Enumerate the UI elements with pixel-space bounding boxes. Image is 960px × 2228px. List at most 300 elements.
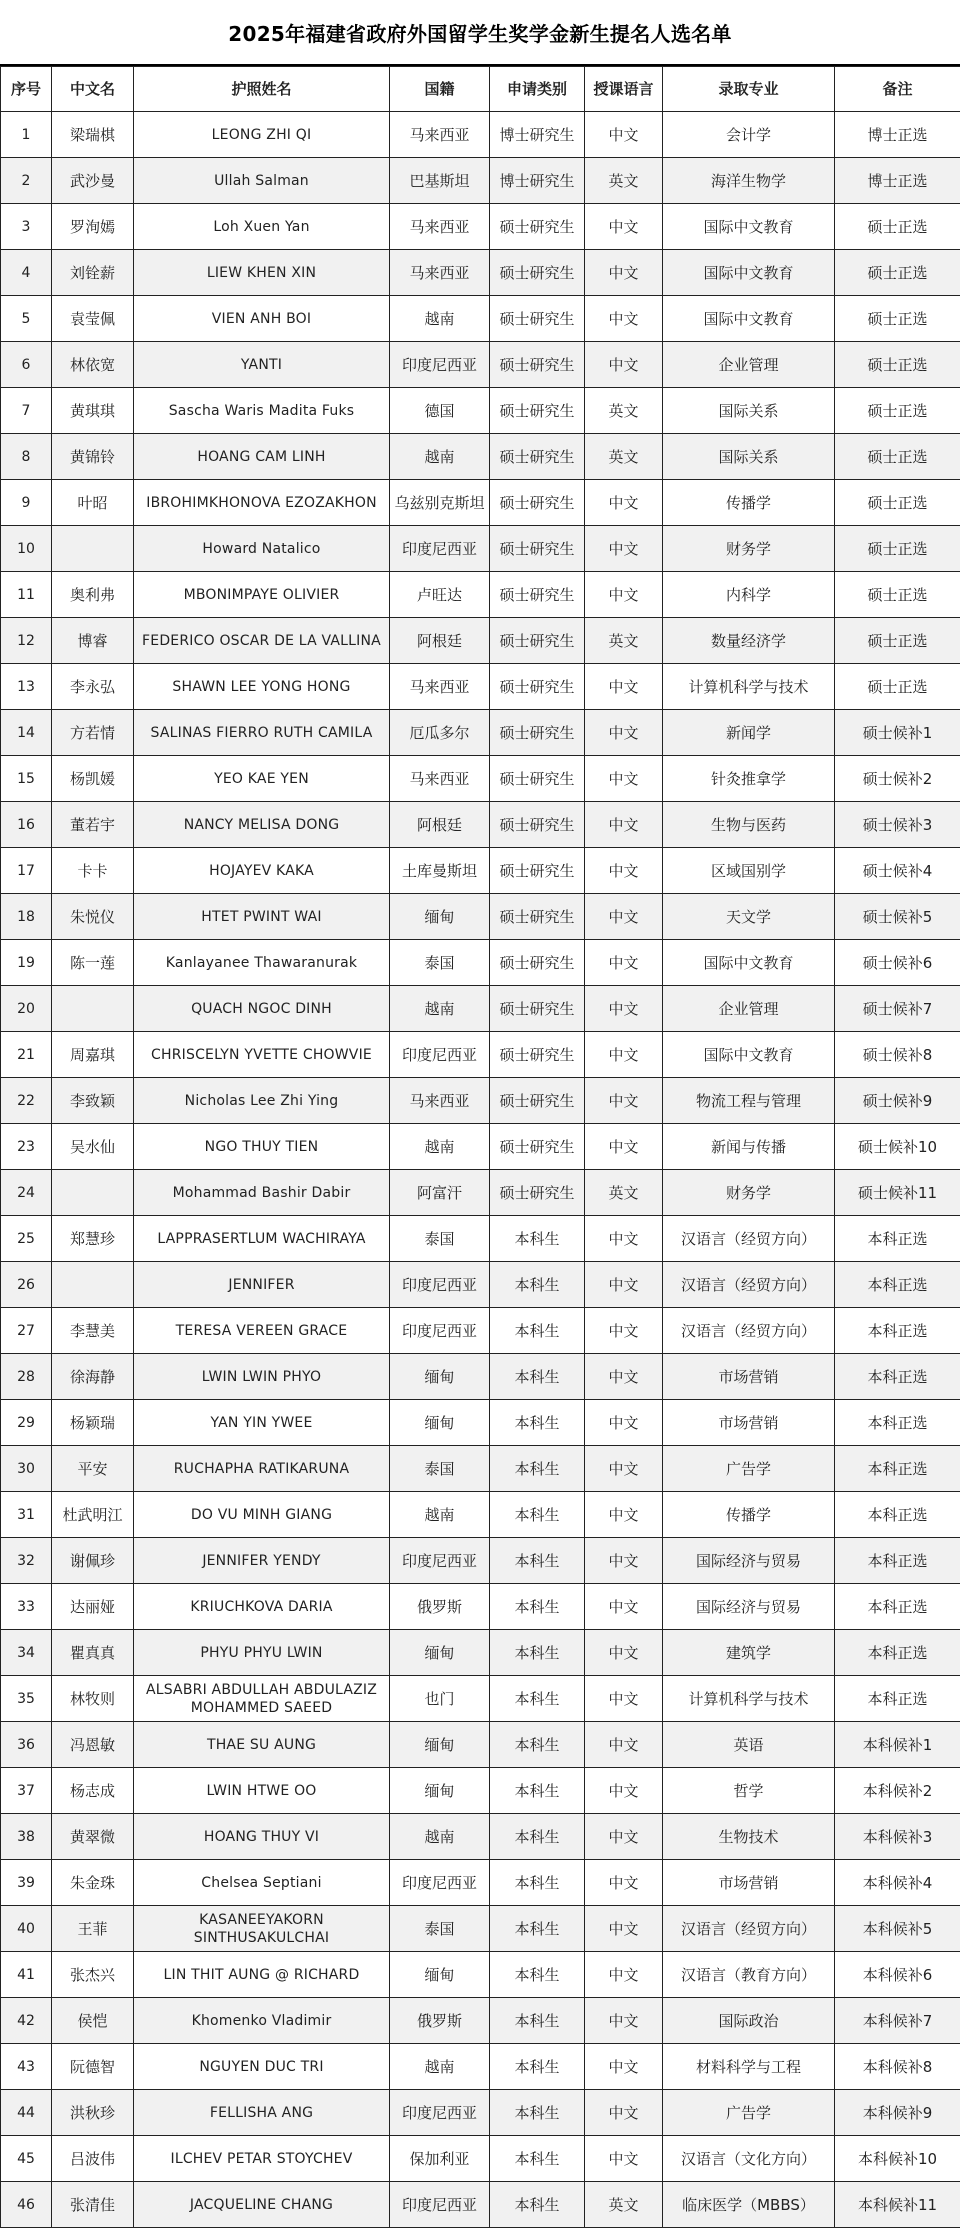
cell-category: 硕士研究生 [490,342,585,388]
cell-passport-name: JENNIFER [134,1262,390,1308]
cell-remark: 本科正选 [835,1492,960,1538]
cell-major: 数量经济学 [663,618,835,664]
cell-chinese-name: 黄翠微 [52,1814,134,1860]
cell-nationality: 马来西亚 [390,204,490,250]
cell-remark: 硕士正选 [835,388,960,434]
cell-nationality: 阿富汗 [390,1170,490,1216]
cell-nationality: 德国 [390,388,490,434]
cell-remark: 硕士正选 [835,434,960,480]
cell-major: 市场营销 [663,1400,835,1446]
cell-nationality: 卢旺达 [390,572,490,618]
cell-category: 本科生 [490,1308,585,1354]
table-row [1,112,960,158]
cell-passport-name: Chelsea Septiani [134,1860,390,1906]
cell-remark: 本科正选 [835,1584,960,1630]
cell-seq: 42 [1,1998,52,2044]
cell-seq: 27 [1,1308,52,1354]
cell-category: 本科生 [490,1814,585,1860]
cell-language: 中文 [585,204,663,250]
cell-chinese-name: 瞿真真 [52,1630,134,1676]
cell-chinese-name: 黄锦铃 [52,434,134,480]
cell-chinese-name: 王菲 [52,1906,134,1952]
cell-category: 本科生 [490,1768,585,1814]
cell-seq: 33 [1,1584,52,1630]
cell-seq: 5 [1,296,52,342]
cell-language: 中文 [585,1952,663,1998]
cell-category: 本科生 [490,1952,585,1998]
cell-nationality: 印度尼西亚 [390,1262,490,1308]
cell-passport-name: LEONG ZHI QI [134,112,390,158]
cell-nationality: 阿根廷 [390,802,490,848]
cell-remark: 硕士正选 [835,664,960,710]
cell-chinese-name: 李永弘 [52,664,134,710]
cell-nationality: 厄瓜多尔 [390,710,490,756]
cell-remark: 硕士正选 [835,250,960,296]
cell-major: 汉语言（文化方向） [663,2136,835,2182]
cell-remark: 硕士正选 [835,572,960,618]
cell-category: 本科生 [490,1400,585,1446]
cell-seq: 44 [1,2090,52,2136]
cell-category: 本科生 [490,1354,585,1400]
cell-nationality: 印度尼西亚 [390,2182,490,2228]
cell-passport-name: MBONIMPAYE OLIVIER [134,572,390,618]
cell-seq: 25 [1,1216,52,1262]
cell-remark: 硕士候补11 [835,1170,960,1216]
cell-passport-name: LWIN HTWE OO [134,1768,390,1814]
cell-seq: 32 [1,1538,52,1584]
cell-language: 中文 [585,1446,663,1492]
cell-major: 市场营销 [663,1354,835,1400]
cell-chinese-name: 平安 [52,1446,134,1492]
cell-seq: 3 [1,204,52,250]
cell-category: 本科生 [490,1262,585,1308]
cell-passport-name: YEO KAE YEN [134,756,390,802]
cell-seq: 10 [1,526,52,572]
cell-category: 本科生 [490,1584,585,1630]
cell-language: 中文 [585,802,663,848]
cell-major: 汉语言（经贸方向） [663,1906,835,1952]
cell-language: 中文 [585,1354,663,1400]
cell-chinese-name: 林牧则 [52,1676,134,1722]
cell-chinese-name: 林依宽 [52,342,134,388]
cell-language: 英文 [585,618,663,664]
cell-remark: 博士正选 [835,158,960,204]
cell-passport-name: QUACH NGOC DINH [134,986,390,1032]
cell-seq: 15 [1,756,52,802]
cell-passport-name: IBROHIMKHONOVA EZOZAKHON [134,480,390,526]
cell-nationality: 马来西亚 [390,112,490,158]
cell-major: 国际中文教育 [663,940,835,986]
cell-remark: 硕士候补6 [835,940,960,986]
cell-seq: 46 [1,2182,52,2228]
cell-chinese-name [52,986,134,1032]
cell-chinese-name: 洪秋珍 [52,2090,134,2136]
column-header-nationality: 国籍 [390,67,490,112]
cell-seq: 29 [1,1400,52,1446]
cell-category: 本科生 [490,1446,585,1492]
cell-passport-name: RUCHAPHA RATIKARUNA [134,1446,390,1492]
cell-major: 英语 [663,1722,835,1768]
cell-seq: 20 [1,986,52,1032]
column-header-seq: 序号 [1,67,52,112]
cell-major: 财务学 [663,1170,835,1216]
cell-major: 财务学 [663,526,835,572]
cell-nationality: 缅甸 [390,1400,490,1446]
cell-passport-name: JENNIFER YENDY [134,1538,390,1584]
cell-major: 国际经济与贸易 [663,1538,835,1584]
table-row [1,1170,960,1216]
cell-language: 中文 [585,112,663,158]
cell-language: 中文 [585,1998,663,2044]
cell-nationality: 马来西亚 [390,756,490,802]
cell-language: 中文 [585,756,663,802]
cell-category: 本科生 [490,2044,585,2090]
cell-nationality: 土库曼斯坦 [390,848,490,894]
cell-seq: 18 [1,894,52,940]
cell-passport-name: Mohammad Bashir Dabir [134,1170,390,1216]
cell-chinese-name: 朱金珠 [52,1860,134,1906]
cell-passport-name: THAE SU AUNG [134,1722,390,1768]
cell-major: 针灸推拿学 [663,756,835,802]
cell-seq: 43 [1,2044,52,2090]
cell-category: 硕士研究生 [490,296,585,342]
table-row [1,1998,960,2044]
table-row [1,1308,960,1354]
cell-remark: 博士正选 [835,112,960,158]
cell-remark: 本科正选 [835,1262,960,1308]
table-row [1,664,960,710]
cell-chinese-name: 黄琪琪 [52,388,134,434]
table-row [1,618,960,664]
cell-category: 本科生 [490,1860,585,1906]
cell-remark: 硕士候补10 [835,1124,960,1170]
cell-nationality: 俄罗斯 [390,1998,490,2044]
cell-passport-name: Khomenko Vladimir [134,1998,390,2044]
cell-chinese-name: 谢佩珍 [52,1538,134,1584]
cell-language: 中文 [585,1492,663,1538]
cell-nationality: 印度尼西亚 [390,1860,490,1906]
table-row [1,894,960,940]
cell-language: 中文 [585,2136,663,2182]
cell-major: 国际中文教育 [663,296,835,342]
cell-passport-name: Sascha Waris Madita Fuks [134,388,390,434]
cell-major: 哲学 [663,1768,835,1814]
cell-category: 硕士研究生 [490,1170,585,1216]
table-row [1,296,960,342]
column-header-language: 授课语言 [585,67,663,112]
cell-seq: 6 [1,342,52,388]
table-row [1,1630,960,1676]
cell-remark: 硕士正选 [835,342,960,388]
document-title: 2025年福建省政府外国留学生奖学金新生提名人选名单 [228,18,731,47]
cell-language: 中文 [585,480,663,526]
cell-language: 中文 [585,1906,663,1952]
cell-seq: 38 [1,1814,52,1860]
table-row [1,1078,960,1124]
cell-category: 硕士研究生 [490,986,585,1032]
cell-language: 中文 [585,1860,663,1906]
cell-remark: 本科候补3 [835,1814,960,1860]
cell-language: 中文 [585,986,663,1032]
cell-major: 新闻学 [663,710,835,756]
cell-remark: 硕士候补2 [835,756,960,802]
table-row [1,1722,960,1768]
cell-language: 中文 [585,572,663,618]
cell-passport-name: NGUYEN DUC TRI [134,2044,390,2090]
cell-major: 材料科学与工程 [663,2044,835,2090]
table-row [1,1492,960,1538]
cell-passport-name: DO VU MINH GIANG [134,1492,390,1538]
cell-seq: 40 [1,1906,52,1952]
cell-language: 中文 [585,1400,663,1446]
cell-passport-name: Nicholas Lee Zhi Ying [134,1078,390,1124]
cell-chinese-name: 陈一莲 [52,940,134,986]
cell-chinese-name: 周嘉琪 [52,1032,134,1078]
cell-major: 国际经济与贸易 [663,1584,835,1630]
cell-remark: 本科候补11 [835,2182,960,2228]
nominee-table [0,66,960,2228]
cell-nationality: 乌兹别克斯坦 [390,480,490,526]
cell-category: 硕士研究生 [490,204,585,250]
table-row [1,1768,960,1814]
cell-language: 中文 [585,296,663,342]
cell-passport-name: Howard Natalico [134,526,390,572]
cell-chinese-name: 郑慧珍 [52,1216,134,1262]
cell-remark: 本科候补10 [835,2136,960,2182]
cell-major: 生物与医药 [663,802,835,848]
table-row [1,388,960,434]
cell-remark: 本科正选 [835,1446,960,1492]
cell-major: 企业管理 [663,342,835,388]
cell-remark: 硕士正选 [835,526,960,572]
cell-seq: 24 [1,1170,52,1216]
cell-major: 海洋生物学 [663,158,835,204]
table-row [1,1216,960,1262]
cell-chinese-name: 袁莹佩 [52,296,134,342]
cell-major: 国际中文教育 [663,250,835,296]
cell-category: 博士研究生 [490,158,585,204]
cell-chinese-name: 徐海静 [52,1354,134,1400]
cell-remark: 硕士候补4 [835,848,960,894]
cell-seq: 1 [1,112,52,158]
table-row [1,1676,960,1722]
cell-category: 硕士研究生 [490,434,585,480]
cell-major: 汉语言（经贸方向） [663,1216,835,1262]
cell-seq: 41 [1,1952,52,1998]
cell-chinese-name: 奥利弗 [52,572,134,618]
cell-language: 中文 [585,2044,663,2090]
cell-language: 中文 [585,1630,663,1676]
table-row [1,1952,960,1998]
cell-chinese-name: 罗洵嫣 [52,204,134,250]
cell-chinese-name: 杨颖瑞 [52,1400,134,1446]
cell-category: 本科生 [490,1676,585,1722]
cell-passport-name: FELLISHA ANG [134,2090,390,2136]
cell-language: 中文 [585,894,663,940]
cell-passport-name: Ullah Salman [134,158,390,204]
cell-chinese-name: 达丽娅 [52,1584,134,1630]
cell-category: 硕士研究生 [490,1032,585,1078]
cell-category: 硕士研究生 [490,710,585,756]
table-row [1,1814,960,1860]
cell-nationality: 泰国 [390,1216,490,1262]
table-row [1,2090,960,2136]
table-row [1,1584,960,1630]
cell-passport-name: NANCY MELISA DONG [134,802,390,848]
cell-chinese-name: 杨凯媛 [52,756,134,802]
cell-seq: 35 [1,1676,52,1722]
cell-remark: 本科正选 [835,1676,960,1722]
table-row [1,2136,960,2182]
cell-nationality: 马来西亚 [390,250,490,296]
cell-passport-name: KASANEEYAKORN SINTHUSAKULCHAI [134,1906,390,1952]
cell-major: 内科学 [663,572,835,618]
cell-category: 硕士研究生 [490,894,585,940]
table-row [1,802,960,848]
cell-seq: 45 [1,2136,52,2182]
cell-seq: 22 [1,1078,52,1124]
cell-seq: 26 [1,1262,52,1308]
cell-passport-name: LAPPRASERTLUM WACHIRAYA [134,1216,390,1262]
cell-remark: 本科候补9 [835,2090,960,2136]
cell-remark: 本科正选 [835,1354,960,1400]
cell-seq: 2 [1,158,52,204]
cell-chinese-name: 张清佳 [52,2182,134,2228]
cell-category: 硕士研究生 [490,664,585,710]
cell-passport-name: TERESA VEREEN GRACE [134,1308,390,1354]
cell-chinese-name [52,526,134,572]
cell-category: 硕士研究生 [490,388,585,434]
cell-language: 中文 [585,1032,663,1078]
table-row [1,940,960,986]
cell-remark: 本科正选 [835,1400,960,1446]
cell-language: 中文 [585,250,663,296]
cell-major: 国际关系 [663,434,835,480]
cell-chinese-name: 卡卡 [52,848,134,894]
table-row [1,480,960,526]
cell-category: 本科生 [490,2182,585,2228]
cell-passport-name: CHRISCELYN YVETTE CHOWVIE [134,1032,390,1078]
cell-major: 计算机科学与技术 [663,1676,835,1722]
table-row [1,572,960,618]
table-row [1,434,960,480]
cell-major: 汉语言（教育方向） [663,1952,835,1998]
cell-remark: 本科候补1 [835,1722,960,1768]
cell-remark: 本科候补8 [835,2044,960,2090]
cell-chinese-name: 李致颖 [52,1078,134,1124]
cell-language: 中文 [585,1814,663,1860]
table-row [1,204,960,250]
cell-major: 市场营销 [663,1860,835,1906]
cell-major: 传播学 [663,480,835,526]
cell-language: 中文 [585,1584,663,1630]
cell-chinese-name: 张杰兴 [52,1952,134,1998]
cell-language: 中文 [585,1768,663,1814]
cell-chinese-name: 冯恩敏 [52,1722,134,1768]
cell-passport-name: SALINAS FIERRO RUTH CAMILA [134,710,390,756]
table-row [1,1400,960,1446]
table-row [1,526,960,572]
cell-major: 广告学 [663,2090,835,2136]
cell-language: 中文 [585,848,663,894]
cell-seq: 9 [1,480,52,526]
cell-category: 硕士研究生 [490,802,585,848]
cell-category: 本科生 [490,1722,585,1768]
cell-seq: 23 [1,1124,52,1170]
table-header [1,67,960,112]
cell-nationality: 越南 [390,1492,490,1538]
cell-chinese-name [52,1262,134,1308]
cell-nationality: 缅甸 [390,1768,490,1814]
cell-remark: 硕士候补1 [835,710,960,756]
cell-passport-name: NGO THUY TIEN [134,1124,390,1170]
cell-major: 国际中文教育 [663,1032,835,1078]
cell-passport-name: KRIUCHKOVA DARIA [134,1584,390,1630]
cell-language: 英文 [585,388,663,434]
cell-seq: 17 [1,848,52,894]
cell-nationality: 阿根廷 [390,618,490,664]
table-row [1,710,960,756]
cell-category: 硕士研究生 [490,848,585,894]
table-row [1,1538,960,1584]
cell-major: 新闻与传播 [663,1124,835,1170]
cell-passport-name: LIEW KHEN XIN [134,250,390,296]
table-row [1,2182,960,2228]
cell-chinese-name: 杨志成 [52,1768,134,1814]
cell-nationality: 越南 [390,296,490,342]
cell-passport-name: HOANG THUY VI [134,1814,390,1860]
cell-remark: 硕士候补9 [835,1078,960,1124]
table-row [1,1860,960,1906]
cell-nationality: 泰国 [390,940,490,986]
cell-seq: 7 [1,388,52,434]
cell-nationality: 马来西亚 [390,664,490,710]
cell-language: 英文 [585,434,663,480]
cell-remark: 硕士候补3 [835,802,960,848]
cell-seq: 19 [1,940,52,986]
cell-passport-name: HOANG CAM LINH [134,434,390,480]
cell-language: 中文 [585,664,663,710]
cell-remark: 本科候补6 [835,1952,960,1998]
cell-category: 本科生 [490,1492,585,1538]
table-row [1,1446,960,1492]
cell-category: 硕士研究生 [490,572,585,618]
cell-seq: 8 [1,434,52,480]
cell-language: 中文 [585,1216,663,1262]
table-row [1,342,960,388]
cell-category: 硕士研究生 [490,756,585,802]
cell-seq: 21 [1,1032,52,1078]
cell-major: 汉语言（经贸方向） [663,1308,835,1354]
cell-major: 临床医学（MBBS） [663,2182,835,2228]
table-body [1,112,960,2228]
cell-seq: 36 [1,1722,52,1768]
cell-language: 中文 [585,940,663,986]
cell-chinese-name [52,1170,134,1216]
cell-major: 广告学 [663,1446,835,1492]
cell-seq: 37 [1,1768,52,1814]
cell-remark: 硕士候补5 [835,894,960,940]
cell-passport-name: VIEN ANH BOI [134,296,390,342]
cell-language: 英文 [585,2182,663,2228]
cell-category: 本科生 [490,1216,585,1262]
cell-passport-name: SHAWN LEE YONG HONG [134,664,390,710]
cell-category: 本科生 [490,1906,585,1952]
cell-chinese-name: 董若宇 [52,802,134,848]
cell-remark: 本科候补2 [835,1768,960,1814]
cell-nationality: 马来西亚 [390,1078,490,1124]
column-header-remark: 备注 [835,67,960,112]
